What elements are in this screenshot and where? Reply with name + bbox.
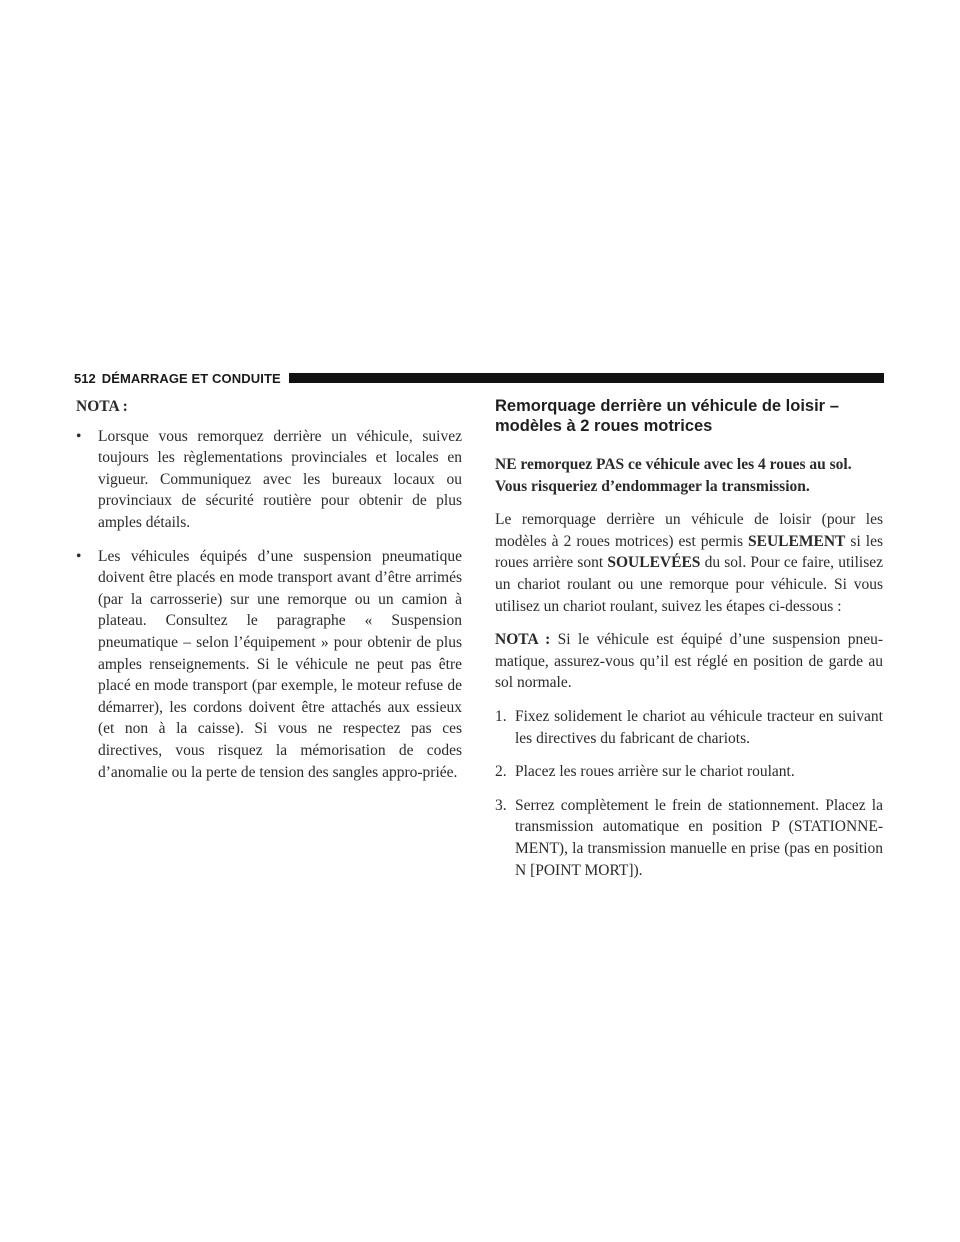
nota-label: NOTA : (76, 398, 128, 415)
bullet-icon: • (76, 547, 82, 565)
step-number: 3. (495, 796, 507, 814)
list-item (495, 795, 883, 881)
intro-text-1: Le remorquage derrière un véhicule de loisir (pour les modèles à 2 roues motrices) est permis (495, 511, 883, 550)
right-column (495, 396, 883, 893)
left-column (76, 396, 462, 795)
intro-bold-1: SEULEMENT (748, 532, 846, 550)
list-item (76, 546, 462, 784)
intro-bold-2: SOULEVÉES (607, 554, 701, 572)
section-heading-line2: modèles à 2 roues motrices (495, 417, 713, 435)
section-heading (495, 396, 883, 436)
step-text: Placez les roues arrière sur le chariot roulant. (515, 763, 795, 781)
page-header (74, 368, 884, 388)
step-text: Serrez complètement le frein de stationnement. Placez la transmission automatique en position P (STATIONNE-MENT), la transmission manuelle en prise (pas en position N [POINT MORT]). (515, 796, 883, 879)
step-text: Fixez solidement le chariot au véhicule tracteur en suivant les directives du fabricant de chariots. (515, 707, 883, 747)
bullet-text: Lorsque vous remorquez derrière un véhicule, suivez toujours les règlementations provinciales et locales en vigueur. Communiquez avec les bureaux locaux ou provinciaux de sécurité routière pour obtenir de plus amples détails. (98, 427, 462, 531)
step-number: 2. (495, 763, 507, 781)
nota-text: Si le véhicule est équipé d’une suspension pneu-matique, assurez-vous qu’il est réglé en position de garde au sol normale. (495, 631, 883, 692)
intro-text-3: du sol. Pour ce faire, utilisez un chariot roulant ou une remorque pour véhicule. Si vous utilisez un chariot roulant, suivez les étapes ci-dessous : (495, 554, 883, 615)
list-item (495, 706, 883, 749)
intro-paragraph (495, 509, 883, 617)
bullet-text: Les véhicules équipés d’une suspension pneumatique doivent être placés en mode transport avant d’être arrimés (par la carrosserie) sur une remorque ou un camion à plateau. Consultez le paragraphe « Suspension pneumatique – selon l’équipement » pour obtenir de plus amples renseignements. Si le véhicule ne peut pas être placé en mode transport (par exemple, le moteur refuse de démarrer), les cordons doivent être attachés aux essieux (et non à la caisse). Si vous ne respectez pas ces directives, vous risquez la mémorisation de codes d’anomalie ou la perte de tension des sangles appro-priée. (98, 547, 462, 781)
step-number: 1. (495, 707, 507, 725)
nota-label: NOTA : (495, 631, 551, 649)
warning-text: NE remorquez PAS ce véhicule avec les 4 roues au sol. Vous risqueriez d’endommager la transmission. (495, 456, 852, 495)
list-item (495, 761, 883, 783)
section-heading-line1: Remorquage derrière un véhicule de loisir – (495, 397, 839, 415)
bullet-icon: • (76, 427, 82, 445)
header-rule (289, 373, 884, 383)
intro-text-2: si les roues arrière sont (495, 532, 883, 572)
list-item (76, 426, 462, 534)
section-title-header: DÉMARRAGE ET CONDUITE (101, 370, 281, 386)
nota-paragraph (495, 629, 883, 694)
page-number: 512 (74, 370, 96, 386)
